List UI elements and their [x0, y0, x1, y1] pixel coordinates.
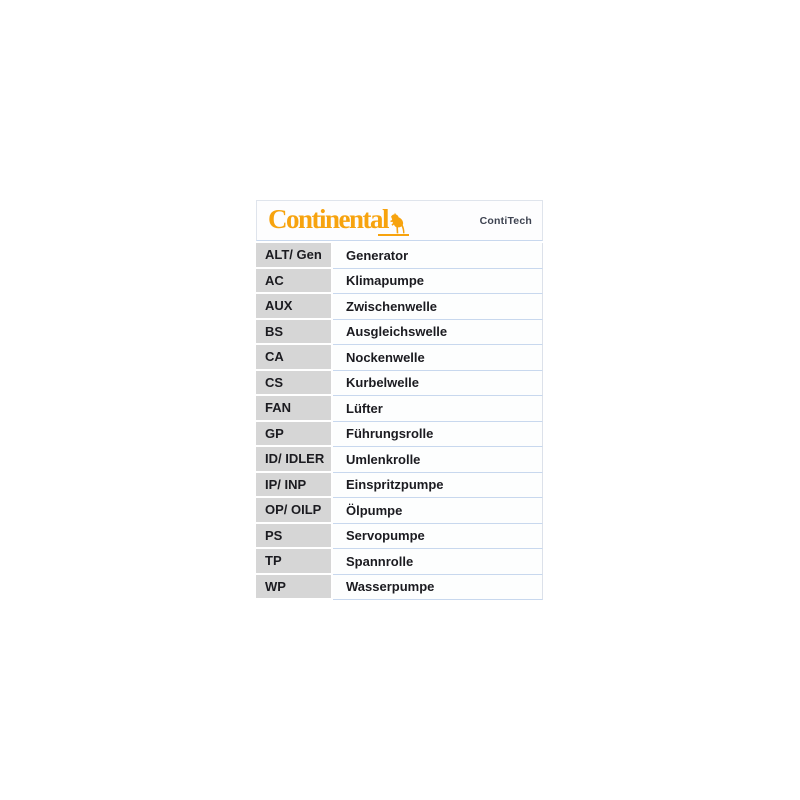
abbr-cell: CS [256, 371, 331, 397]
term-cell: Zwischenwelle [333, 294, 543, 320]
abbr-cell: OP/ OILP [256, 498, 331, 524]
term-cell: Wasserpumpe [333, 575, 543, 601]
table-row [256, 422, 543, 448]
term-cell: Klimapumpe [333, 269, 543, 295]
table-row [256, 524, 543, 550]
legend-card [256, 200, 543, 600]
table-row [256, 396, 543, 422]
term-cell: Generator [333, 243, 543, 269]
horse-ground-line [378, 234, 409, 236]
table-row [256, 447, 543, 473]
term-cell: Nockenwelle [333, 345, 543, 371]
term-cell: Servopumpe [333, 524, 543, 550]
table-row [256, 243, 543, 269]
abbr-cell: BS [256, 320, 331, 346]
abbr-cell: TP [256, 549, 331, 575]
abbr-cell: ALT/ Gen [256, 243, 331, 269]
term-cell: Spannrolle [333, 549, 543, 575]
term-cell: Kurbelwelle [333, 371, 543, 397]
table-row [256, 498, 543, 524]
table-row [256, 320, 543, 346]
term-cell: Ölpumpe [333, 498, 543, 524]
abbr-cell: IP/ INP [256, 473, 331, 499]
table-row [256, 345, 543, 371]
table-row [256, 371, 543, 397]
abbr-cell: ID/ IDLER [256, 447, 331, 473]
table-row [256, 269, 543, 295]
abbreviation-table [256, 243, 543, 600]
abbr-cell: FAN [256, 396, 331, 422]
abbr-cell: PS [256, 524, 331, 550]
continental-wordmark: Continental [268, 203, 389, 234]
term-cell: Einspritzpumpe [333, 473, 543, 499]
term-cell: Lüfter [333, 396, 543, 422]
table-row [256, 294, 543, 320]
contitech-label: ContiTech [479, 214, 532, 227]
abbr-cell: AUX [256, 294, 331, 320]
term-cell: Führungsrolle [333, 422, 543, 448]
continental-horse-icon [390, 210, 407, 236]
term-cell: Ausgleichswelle [333, 320, 543, 346]
abbr-cell: GP [256, 422, 331, 448]
term-cell: Umlenkrolle [333, 447, 543, 473]
abbr-cell: AC [256, 269, 331, 295]
brand-header [256, 200, 543, 241]
abbr-cell: CA [256, 345, 331, 371]
abbr-cell: WP [256, 575, 331, 601]
table-row [256, 575, 543, 601]
continental-logo [268, 203, 407, 236]
table-row [256, 473, 543, 499]
table-row [256, 549, 543, 575]
